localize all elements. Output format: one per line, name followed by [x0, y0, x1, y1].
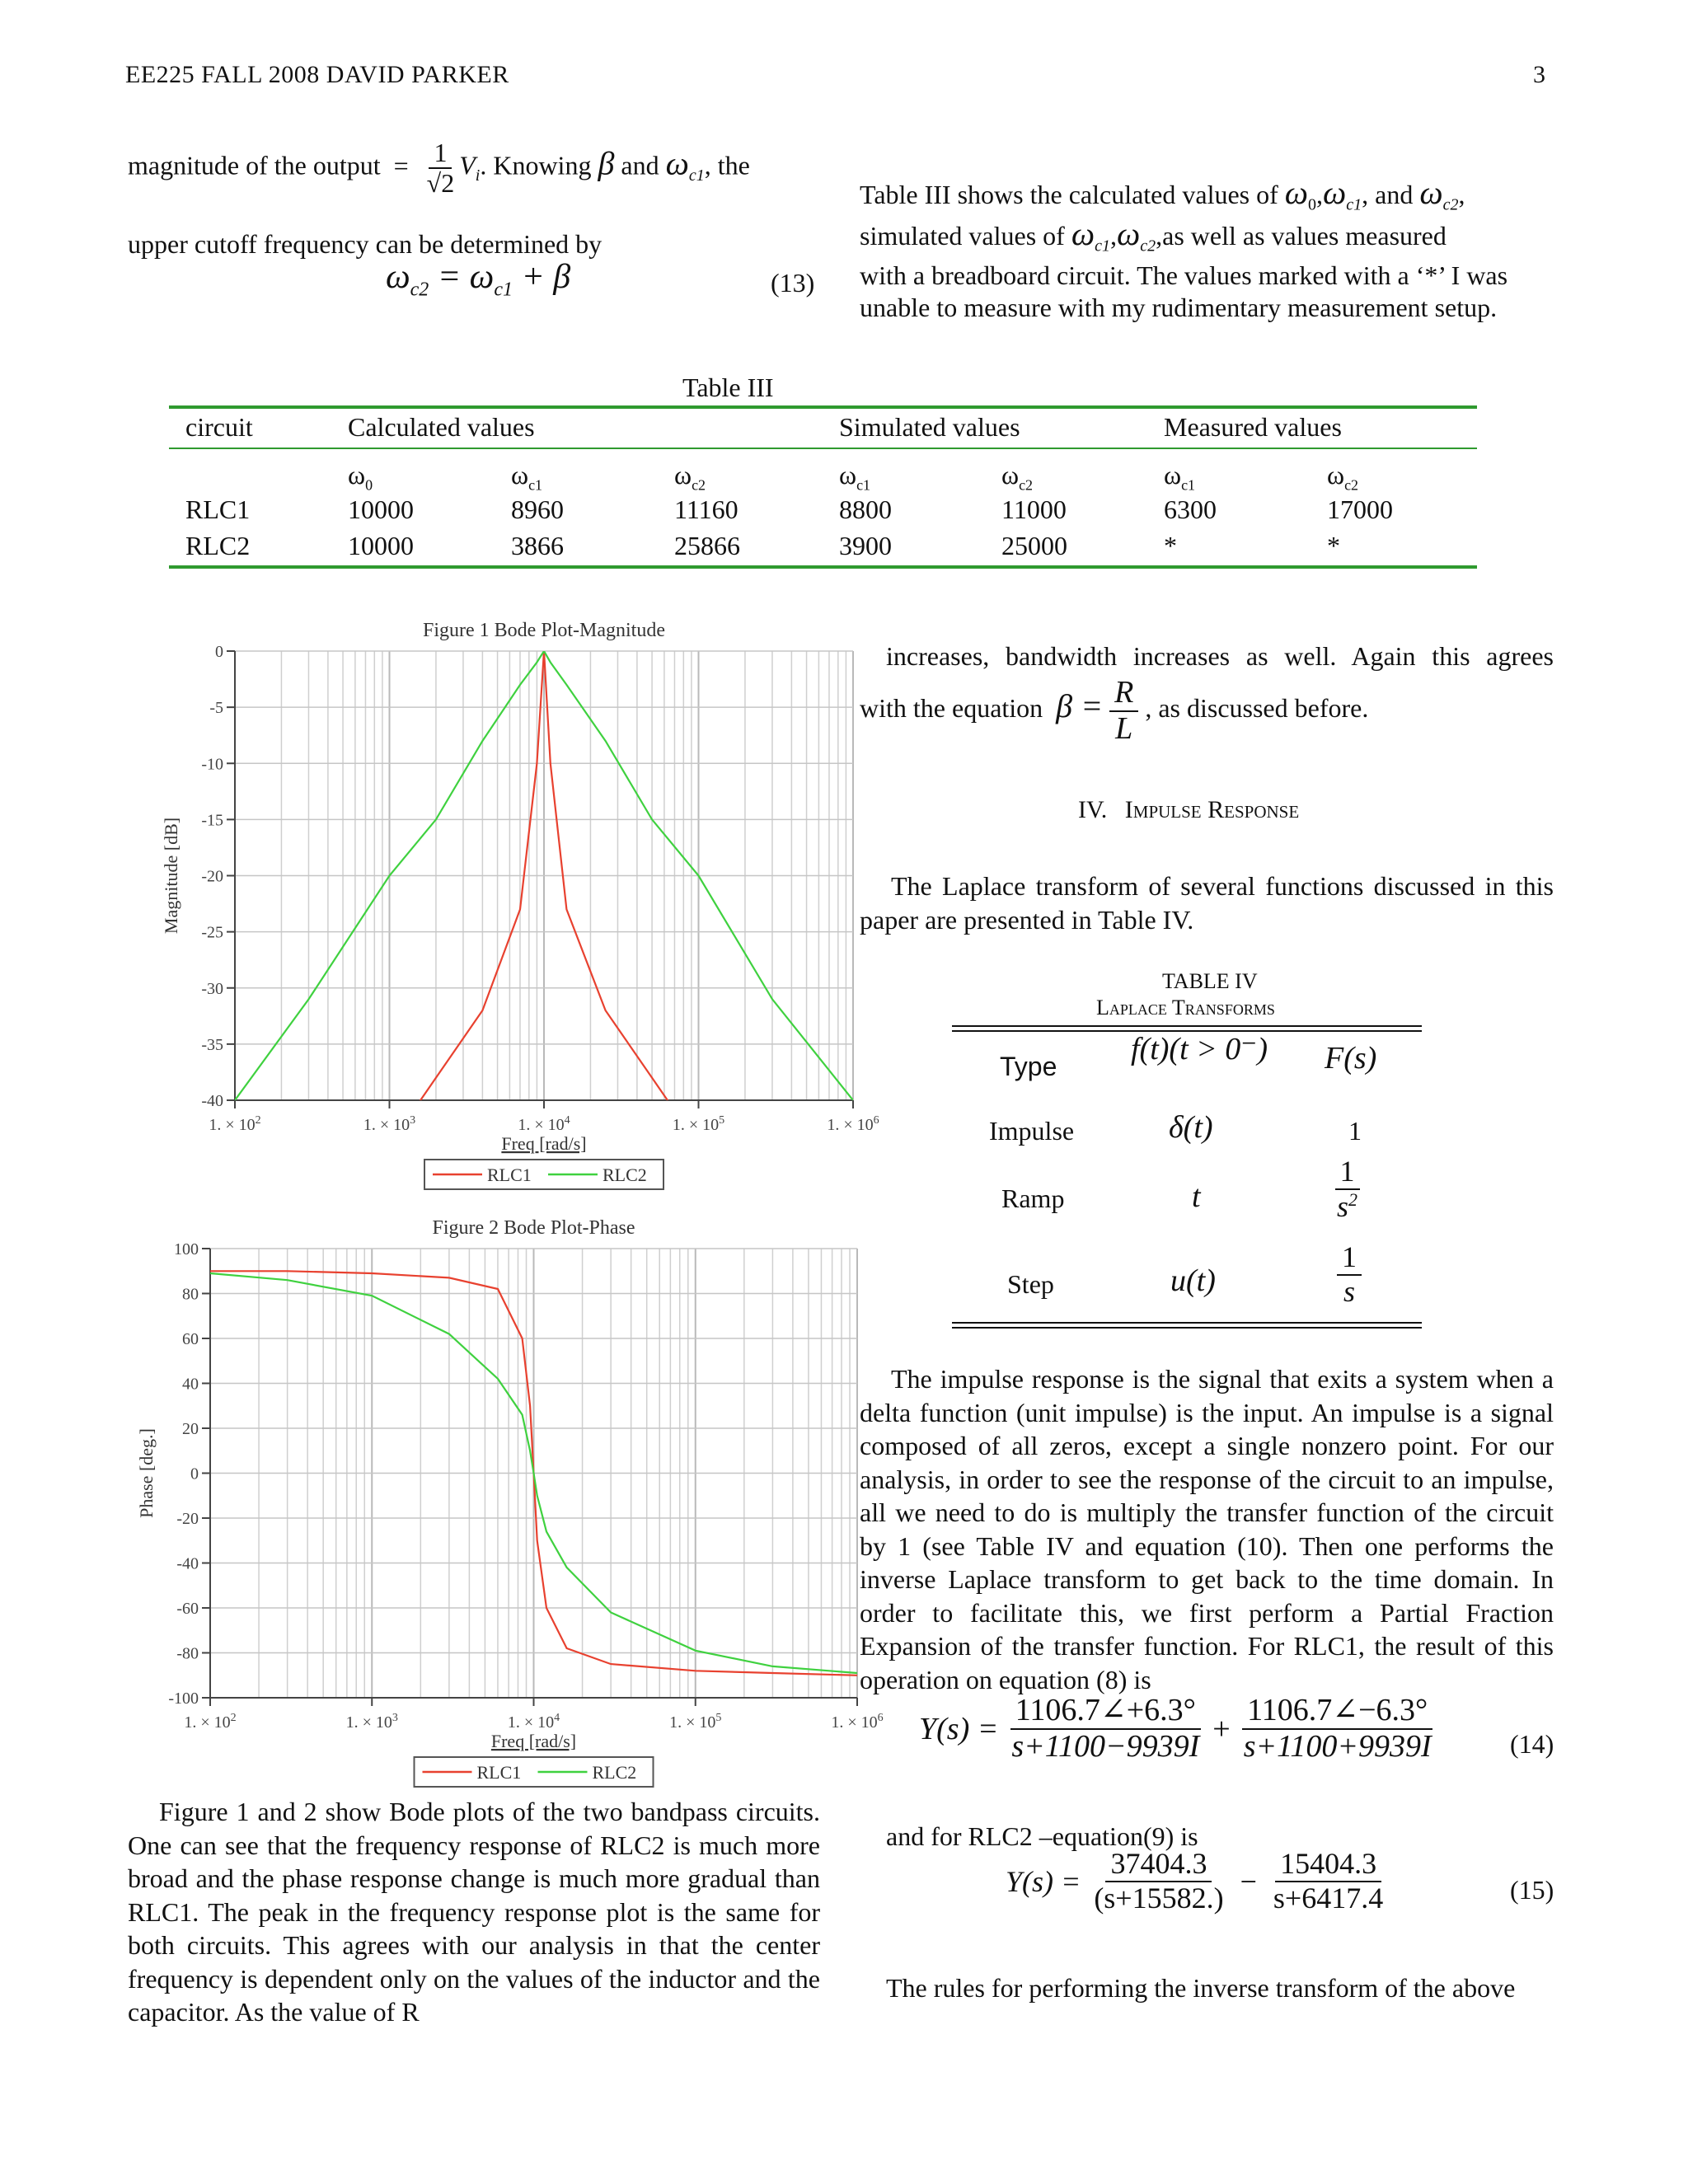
table4-caption2: Laplace Transforms [1096, 996, 1275, 1019]
text-span: , [1316, 180, 1324, 209]
col2-rlc2-line: and for RLC2 –equation(9) is [886, 1821, 1198, 1851]
omega-symbol: ω [1323, 174, 1347, 211]
x-tick-exponent: 2 [255, 1114, 261, 1127]
sub-base: ω [1001, 460, 1020, 490]
eq15-frac1 [1089, 1848, 1228, 1915]
eq-operator: − [1240, 1864, 1257, 1898]
sub-index: c2 [1019, 476, 1034, 494]
table4-rule-bot1 [952, 1322, 1422, 1324]
table3-sub-wc1 [511, 460, 542, 494]
x-tick-base: 1. × 10 [831, 1713, 878, 1732]
table3-sub-wc2 [674, 460, 706, 494]
omega-subscript: c2 [1140, 237, 1156, 255]
omega-symbol: ω [1284, 174, 1309, 211]
y-tick-label: 0 [215, 643, 223, 661]
sub-base: ω [674, 460, 692, 490]
table4-head-f: f(t)(t > 0⁻) [1131, 1032, 1268, 1066]
y-axis-label: Magnitude [dB] [161, 817, 181, 935]
section-heading [1078, 796, 1299, 824]
frac-denominator [1332, 1190, 1362, 1224]
table3-bottom-rule [169, 565, 1477, 569]
text-span: and [621, 150, 659, 180]
text-span: , [1458, 180, 1465, 209]
col1-line1 [128, 138, 820, 198]
x-tick-label [184, 1712, 236, 1732]
frac-denominator: s [1343, 1274, 1355, 1308]
table4-row-step-F [1337, 1241, 1362, 1308]
eq15-frac2 [1268, 1848, 1388, 1915]
table4-row-ramp-type: Ramp [1001, 1183, 1065, 1213]
table3-group-calculated: Calculated values [348, 412, 535, 442]
x-tick-base: 1. × 10 [345, 1713, 392, 1732]
equation-15 [1006, 1848, 1388, 1915]
frac-numerator: R [1109, 676, 1138, 712]
y-tick-label: 40 [182, 1375, 199, 1394]
table3-cell: 10000 [348, 494, 414, 524]
beta-equation: β = [1056, 687, 1104, 725]
y-tick-label: -40 [176, 1554, 199, 1573]
y-tick-label: -25 [201, 923, 223, 942]
frac-denominator: √2 [426, 168, 455, 199]
frac-numerator: 15404.3 [1275, 1848, 1381, 1882]
frac-denominator: (s+15582.) [1094, 1881, 1224, 1915]
section-title: Impulse Response [1124, 796, 1300, 823]
table3-cell: * [1164, 531, 1177, 560]
omega-symbol: ω [1419, 174, 1443, 211]
frac-numerator: 1 [1335, 1155, 1360, 1190]
eq-sub: c1 [494, 279, 513, 301]
running-header: EE225 FALL 2008 DAVID PARKER [125, 61, 509, 88]
den-exponent: 2 [1348, 1188, 1358, 1210]
table3-sub-w0 [348, 460, 373, 494]
x-tick-base: 1. × 10 [518, 1116, 565, 1134]
text-span: with the equation [860, 693, 1043, 724]
y-tick-label: -40 [201, 1092, 223, 1110]
x-tick-label [669, 1712, 721, 1732]
table3-cell: 8800 [839, 494, 892, 524]
fraction-1-over-sqrt2 [422, 138, 460, 198]
text-span: Table III shows the calculated values of [860, 180, 1278, 209]
x-tick-exponent: 4 [554, 1712, 560, 1724]
table3-cell: 17000 [1327, 494, 1393, 524]
equation-14 [919, 1694, 1437, 1765]
r-over-l-fraction [1109, 676, 1138, 747]
frac-numerator: 37404.3 [1105, 1848, 1212, 1882]
x-tick-base: 1. × 10 [507, 1713, 555, 1732]
table3-cell: 25866 [674, 531, 740, 560]
table3-cell: 6300 [1164, 494, 1217, 524]
col2-line4: unable to measure with my rudimentary measurement setup. [860, 293, 1498, 322]
chart-title: Figure 1 Bode Plot-Magnitude [423, 620, 665, 641]
frac-denominator: s+1100−9939I [1011, 1728, 1200, 1764]
chart-title: Figure 2 Bode Plot-Phase [432, 1217, 635, 1239]
y-tick-label: -20 [201, 867, 223, 886]
y-tick-label: -30 [201, 979, 223, 998]
y-tick-label: -100 [168, 1690, 199, 1708]
equals-sign: = [393, 150, 409, 180]
y-tick-label: -20 [176, 1510, 199, 1528]
table3-cell: 11000 [1001, 494, 1067, 524]
frac-numerator: 1106.7∠+6.3° [1010, 1694, 1201, 1730]
text-span: . Knowing [480, 150, 592, 180]
eq-part: = ω [429, 258, 495, 296]
x-tick-base: 1. × 10 [672, 1116, 720, 1134]
text-span: , as discussed before. [1145, 693, 1369, 724]
col2-impulse-paragraph: The impulse response is the signal that exits a system when a delta function (unit impulse) is the input. An impulse is a signal composed of all zeros, except a single nonzero point. For our analysis, in order to see the response of the circuit to an impulse, all we need to do is multiply the transfer function of the circuit by 1 (see Table IV and equation (10). Then one performs the inverse Laplace transform to get back to the time domain. In order to facilitate this, we first perform a Partial Fraction Expansion of the transfer function. For RLC1, the result of this operation on equation (8) is [860, 1364, 1554, 1694]
table3-caption: Table III [682, 373, 774, 402]
omega-subscript: 0 [1308, 195, 1317, 214]
equation-number-14: (14) [1510, 1729, 1554, 1759]
table3-sub-sim-wc1 [839, 460, 870, 494]
col2-beta-line [860, 676, 1368, 747]
y-tick-label: 60 [182, 1330, 199, 1348]
eq-part: + β [512, 258, 571, 296]
y-axis-label: Phase [deg.] [136, 1428, 157, 1518]
eq-lhs: Y(s) = [1006, 1864, 1081, 1898]
den-base: s [1337, 1189, 1349, 1223]
x-tick-exponent: 5 [715, 1712, 722, 1724]
text-span: , and [1362, 180, 1414, 209]
table3-group-circuit: circuit [185, 412, 253, 442]
omega-subscript: c1 [688, 166, 705, 185]
y-tick-label: -10 [201, 755, 223, 774]
beta-symbol: β [598, 144, 615, 182]
table3-cell: RLC2 [185, 531, 251, 560]
x-tick-base: 1. × 10 [669, 1713, 716, 1732]
col2-line1 [860, 176, 1465, 222]
table3-group-measured: Measured values [1164, 412, 1342, 442]
y-tick-label: -80 [176, 1644, 199, 1663]
text-span: ,as well as values measured [1156, 221, 1447, 251]
x-tick-exponent: 2 [230, 1712, 237, 1724]
text-span: , the [704, 150, 750, 180]
eq14-frac2 [1239, 1694, 1437, 1765]
table4-row-ramp-f: t [1192, 1179, 1201, 1214]
x-axis-label: Freq [rad/s] [501, 1133, 587, 1154]
x-tick-label [827, 1114, 879, 1134]
table4-rule-top1 [952, 1025, 1422, 1027]
text-span: magnitude of the output [128, 150, 381, 180]
table3-cell: RLC1 [185, 494, 251, 524]
equation-13 [386, 257, 570, 301]
x-tick-label [518, 1114, 570, 1134]
col1-paragraph: Figure 1 and 2 show Bode plots of the two bandpass circuits. One can see that the frequency response of RLC2 is much more broad and the phase response change is much more gradual than RLC1. The peak in the frequency response plot is the same for both circuits. This agrees with our analysis in that the center frequency is dependent only on the values of the inductor and the capacitor. As the value of R [128, 1797, 820, 2027]
sub-base: ω [1164, 460, 1182, 490]
frac-denominator: s+1100+9939I [1243, 1728, 1432, 1764]
y-tick-label: -60 [176, 1600, 199, 1618]
col2-line3: with a breadboard circuit. The values marked with a ‘*’ I was [860, 260, 1508, 290]
eq-sub: c2 [410, 279, 429, 301]
x-tick-exponent: 3 [410, 1114, 416, 1127]
table3-sub-meas-wc1 [1164, 460, 1195, 494]
y-tick-label: -35 [201, 1035, 223, 1054]
sub-index: c1 [528, 476, 543, 494]
sub-index: c1 [1181, 476, 1196, 494]
table4-row-impulse-type: Impulse [989, 1116, 1075, 1146]
equation-number-15: (15) [1510, 1875, 1554, 1905]
eq14-frac1 [1006, 1694, 1204, 1765]
x-tick-label [346, 1712, 398, 1732]
col2-line2 [860, 215, 1447, 263]
omega-subscript: c1 [1095, 237, 1110, 255]
table4-row-step-f: u(t) [1170, 1263, 1216, 1298]
x-tick-exponent: 5 [719, 1114, 725, 1127]
vi-subscript: i [475, 166, 481, 185]
y-tick-label: 80 [182, 1285, 199, 1304]
table3-cell: 25000 [1001, 531, 1067, 560]
sub-index: c2 [1344, 476, 1359, 494]
omega-symbol: ω [1116, 215, 1141, 252]
eq-omega: ω [386, 258, 410, 296]
figure1-bode-magnitude [157, 606, 879, 1199]
y-tick-label: 0 [190, 1465, 199, 1483]
y-tick-label: -15 [201, 811, 223, 830]
table3-sub-meas-wc2 [1327, 460, 1358, 494]
sub-index: c2 [692, 476, 706, 494]
x-tick-exponent: 4 [564, 1114, 570, 1127]
frac-denominator: s+6417.4 [1273, 1881, 1384, 1915]
table3-cell: 10000 [348, 531, 414, 560]
sub-index: 0 [365, 476, 373, 494]
table4-row-ramp-F [1332, 1155, 1362, 1223]
omega-subscript: c2 [1442, 195, 1459, 214]
page-number: 3 [1533, 61, 1546, 88]
y-tick-label: -5 [209, 699, 223, 718]
x-tick-exponent: 3 [392, 1712, 398, 1724]
text-span: simulated values of [860, 221, 1065, 251]
sub-base: ω [511, 460, 529, 490]
table3-cell: 3866 [511, 531, 564, 560]
table4-caption1: TABLE IV [1162, 969, 1258, 993]
table4-row-impulse-F: 1 [1348, 1116, 1362, 1146]
x-tick-base: 1. × 10 [363, 1116, 410, 1134]
frac-numerator: 1106.7∠−6.3° [1242, 1694, 1432, 1730]
x-axis-label: Freq [rad/s] [490, 1731, 577, 1751]
x-tick-label [673, 1114, 724, 1134]
y-tick-label: 20 [182, 1420, 199, 1438]
x-tick-label [831, 1712, 883, 1732]
table3-cell: 3900 [839, 531, 892, 560]
legend-label-rlc2: RLC2 [603, 1165, 647, 1185]
col1-line2: upper cutoff frequency can be determined by [128, 229, 603, 259]
x-tick-label [508, 1712, 560, 1732]
table3-cell: 8960 [511, 494, 564, 524]
frac-denominator: L [1115, 710, 1133, 746]
frac-numerator: 1 [429, 138, 452, 169]
omega-subscript: c1 [1346, 195, 1362, 214]
eq-lhs: Y(s) = [919, 1711, 999, 1746]
x-tick-exponent: 6 [873, 1114, 879, 1127]
x-tick-base: 1. × 10 [184, 1713, 231, 1732]
x-tick-exponent: 6 [877, 1712, 884, 1724]
legend-label-rlc1: RLC1 [476, 1762, 522, 1783]
table4-rule-bot2 [952, 1327, 1422, 1329]
table3-group-simulated: Simulated values [839, 412, 1020, 442]
table3-cell: * [1327, 531, 1340, 560]
table4-head-F: F(s) [1325, 1041, 1377, 1076]
x-tick-base: 1. × 10 [827, 1116, 874, 1134]
table3-cell: 11160 [674, 494, 738, 524]
section-number: IV. [1078, 796, 1108, 823]
x-tick-base: 1. × 10 [209, 1116, 256, 1134]
sub-index: c1 [856, 476, 871, 494]
omega-symbol: ω [665, 144, 689, 182]
omega-symbol: ω [1071, 215, 1095, 252]
equation-number-13: (13) [771, 268, 815, 298]
legend-label-rlc2: RLC2 [592, 1762, 637, 1783]
table4-row-step-type: Step [1007, 1269, 1054, 1299]
sub-base: ω [1327, 460, 1345, 490]
table3-header-rule [169, 448, 1477, 449]
table3-top-rule [169, 405, 1477, 409]
figure2-bode-phase [132, 1199, 884, 1793]
sub-base: ω [839, 460, 857, 490]
frac-numerator: 1 [1337, 1241, 1362, 1276]
sub-base: ω [348, 460, 366, 490]
col2-laplace-intro: The Laplace transform of several functions discussed in this paper are presented in Table IV. [860, 871, 1554, 935]
x-tick-label [363, 1114, 415, 1134]
text-span: , [1109, 221, 1117, 251]
table4-row-impulse-f: δ(t) [1169, 1110, 1213, 1145]
table3-sub-sim-wc2 [1001, 460, 1033, 494]
x-tick-label [209, 1114, 260, 1134]
vi-symbol: V [459, 150, 476, 180]
col2-last-line: The rules for performing the inverse transform of the above [886, 1973, 1516, 2003]
table4-head-type: Type [1000, 1052, 1057, 1081]
y-tick-label: 100 [174, 1240, 199, 1258]
eq-operator: + [1212, 1711, 1231, 1746]
legend-label-rlc1: RLC1 [487, 1165, 532, 1185]
col2-para-cont: increases, bandwidth increases as well. Again this agrees [886, 641, 1554, 671]
